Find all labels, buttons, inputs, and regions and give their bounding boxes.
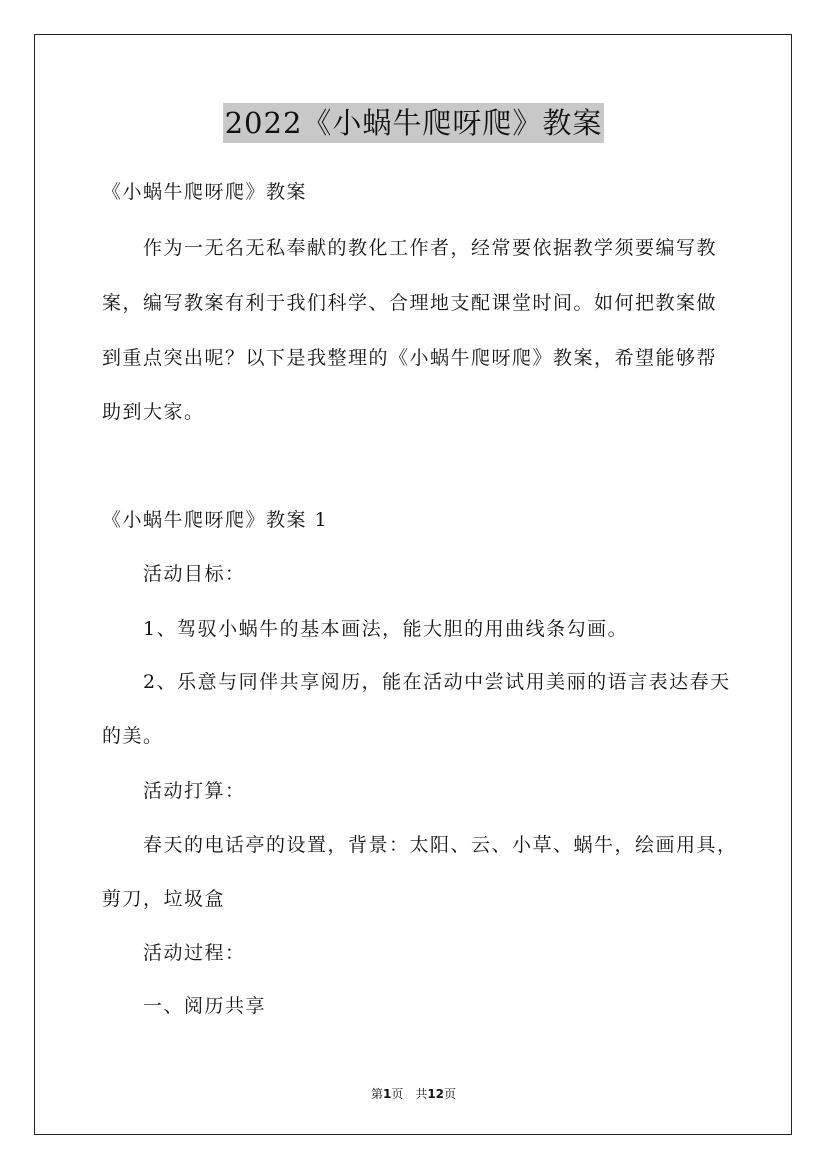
total-pages-number: 12: [427, 1087, 445, 1101]
paragraph-line: 2、乐意与同伴共享阅历，能在活动中尝试用美丽的语言表达春天: [143, 671, 731, 693]
paragraph-line: 的美。: [102, 725, 164, 747]
footer-suffix: 页: [444, 1087, 457, 1101]
page-footer: [0, 1085, 827, 1102]
subtitle-line: 《小蜗牛爬呀爬》教案: [102, 181, 308, 203]
footer-prefix: 第: [370, 1087, 383, 1101]
section-heading: 《小蜗牛爬呀爬》教案 1: [102, 509, 329, 531]
paragraph-line: 作为一无名无私奉献的教化工作者，经常要依据教学须要编写教: [143, 237, 718, 259]
paragraph-line: 活动目标：: [143, 563, 246, 585]
paragraph-line: 1、驾驭小蜗牛的基本画法，能大胆的用曲线条勾画。: [143, 618, 629, 640]
paragraph-line: 案，编写教案有利于我们科学、合理地支配课堂时间。如何把教案做: [102, 292, 718, 314]
paragraph-line: 助到大家。: [102, 401, 205, 423]
paragraph-line: 活动打算：: [143, 780, 246, 802]
paragraph-line: 春天的电话亭的设置，背景：太阳、云、小草、蜗牛，绘画用具，: [143, 834, 738, 856]
footer-mid: 页 共: [391, 1087, 428, 1101]
paragraph-line: 一、阅历共享: [143, 995, 267, 1017]
paragraph-line: 活动过程：: [143, 942, 246, 964]
document-title: 2022《小蜗牛爬呀爬》教案: [223, 103, 605, 143]
paragraph-line: 到重点突出呢？以下是我整理的《小蜗牛爬呀爬》教案，希望能够帮: [102, 347, 718, 369]
current-page-number: 1: [382, 1087, 392, 1101]
paragraph-line: 剪刀，垃圾盒: [102, 888, 226, 910]
title-container: [0, 103, 827, 143]
